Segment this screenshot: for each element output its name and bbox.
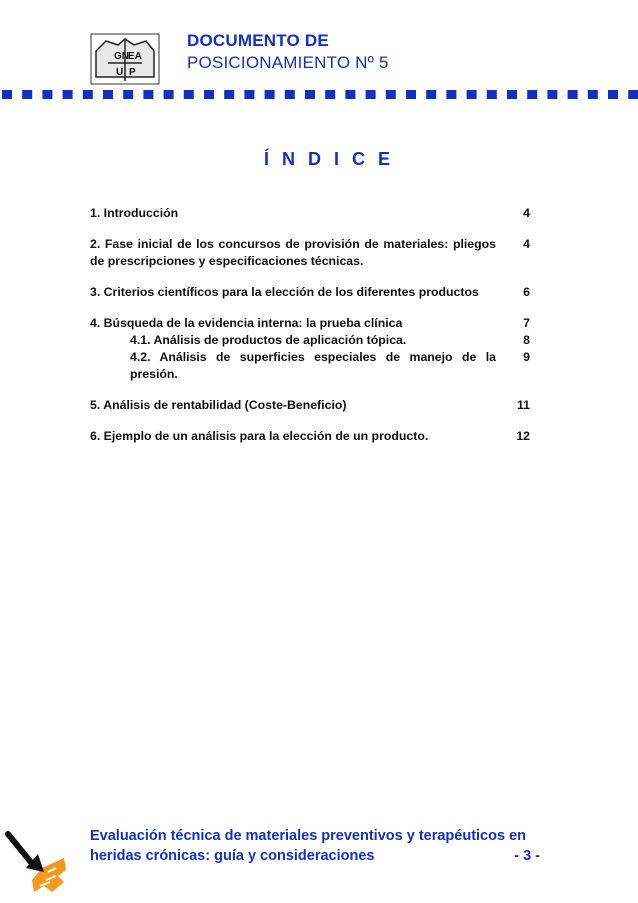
decorative-dot	[164, 90, 174, 99]
decorative-dot	[224, 90, 234, 99]
toc-entry[interactable]	[90, 236, 530, 270]
footer-title-line1: Evaluación técnica de materiales preventivos y terapéuticos en	[90, 828, 526, 844]
index-title: Í N D I C E	[263, 149, 394, 169]
decorative-dot	[325, 90, 335, 99]
decorative-dot	[507, 90, 517, 99]
toc-entry-text: 4.2. Análisis de superficies especiales de manejo de la presión.	[130, 350, 496, 381]
decorative-dot	[42, 90, 52, 99]
decorative-dot	[608, 90, 618, 99]
toc-entry-page: 12	[516, 429, 530, 443]
decorative-dot	[2, 90, 12, 99]
toc-entry-page: 7	[523, 316, 530, 330]
decorative-dot	[83, 90, 93, 99]
decorative-dot	[547, 90, 557, 99]
decorative-dot	[63, 90, 73, 99]
decorative-dot	[467, 90, 477, 99]
toc-entry[interactable]	[90, 428, 530, 445]
gneaupp-logo	[90, 33, 160, 85]
toc-entry-text: 6. Ejemplo de un análisis para la elección de un producto.	[90, 429, 429, 443]
logo-text-p: P	[129, 67, 136, 78]
toc-entry-text: 5. Análisis de rentabilidad (Coste-Beneficio)	[90, 398, 347, 412]
logo-text-gn: GN	[114, 51, 129, 62]
arrow-logo-icon	[4, 828, 70, 894]
header-title: DOCUMENTO DE	[187, 31, 329, 50]
toc-entry-text: 2. Fase inicial de los concursos de provisión de materiales: pliegos de prescripciones y especificaciones técnicas.	[90, 237, 496, 268]
decorative-dot	[305, 90, 315, 99]
decorative-dot	[487, 90, 497, 99]
toc-entry[interactable]	[90, 205, 530, 222]
toc-entry-page: 4	[523, 206, 530, 220]
decorative-dot	[588, 90, 598, 99]
decorative-dot	[184, 90, 194, 99]
decorative-dot	[366, 90, 376, 99]
decorative-dot	[426, 90, 436, 99]
decorative-dot	[386, 90, 396, 99]
toc-entry-page: 4	[523, 237, 530, 251]
logo-text-u: U	[116, 67, 124, 78]
decorative-dot	[204, 90, 214, 99]
toc-entry-page: 9	[523, 350, 530, 364]
decorative-dot-line	[0, 89, 638, 101]
toc-entry-text: 4.1. Análisis de productos de aplicación tópica.	[130, 333, 407, 347]
decorative-dot	[406, 90, 416, 99]
decorative-dot	[345, 90, 355, 99]
toc-entry-page: 11	[517, 398, 530, 412]
decorative-dot	[143, 90, 153, 99]
footer-title-line2: heridas crónicas: guía y consideraciones	[90, 848, 375, 864]
decorative-dot	[527, 90, 537, 99]
decorative-dot	[285, 90, 295, 99]
toc-subentry[interactable]	[90, 332, 530, 349]
decorative-dot	[265, 90, 275, 99]
toc-entry-text: 3. Criterios científicos para la elección de los diferentes productos	[90, 285, 479, 299]
toc-entry-text: 4. Búsqueda de la evidencia interna: la prueba clínica	[90, 316, 403, 330]
decorative-dot	[123, 90, 133, 99]
decorative-dot	[628, 90, 638, 99]
toc-entry-page: 6	[523, 285, 530, 299]
decorative-dot	[446, 90, 456, 99]
decorative-dot	[244, 90, 254, 99]
decorative-dot	[103, 90, 113, 99]
toc-entry[interactable]	[90, 284, 530, 301]
footer	[90, 826, 540, 866]
decorative-dot	[22, 90, 32, 99]
table-of-contents	[90, 205, 530, 445]
decorative-dot	[568, 90, 578, 99]
toc-entry[interactable]	[90, 397, 530, 414]
toc-subentry[interactable]	[90, 349, 530, 383]
toc-entry-text: 1. Introducción	[90, 206, 179, 220]
toc-entry-page: 8	[523, 333, 530, 347]
footer-page-number: - 3 -	[514, 848, 540, 864]
logo-text-ea: EA	[128, 51, 142, 62]
toc-entry[interactable]	[90, 315, 530, 332]
header-subtitle: POSICIONAMIENTO Nº 5	[187, 53, 389, 72]
